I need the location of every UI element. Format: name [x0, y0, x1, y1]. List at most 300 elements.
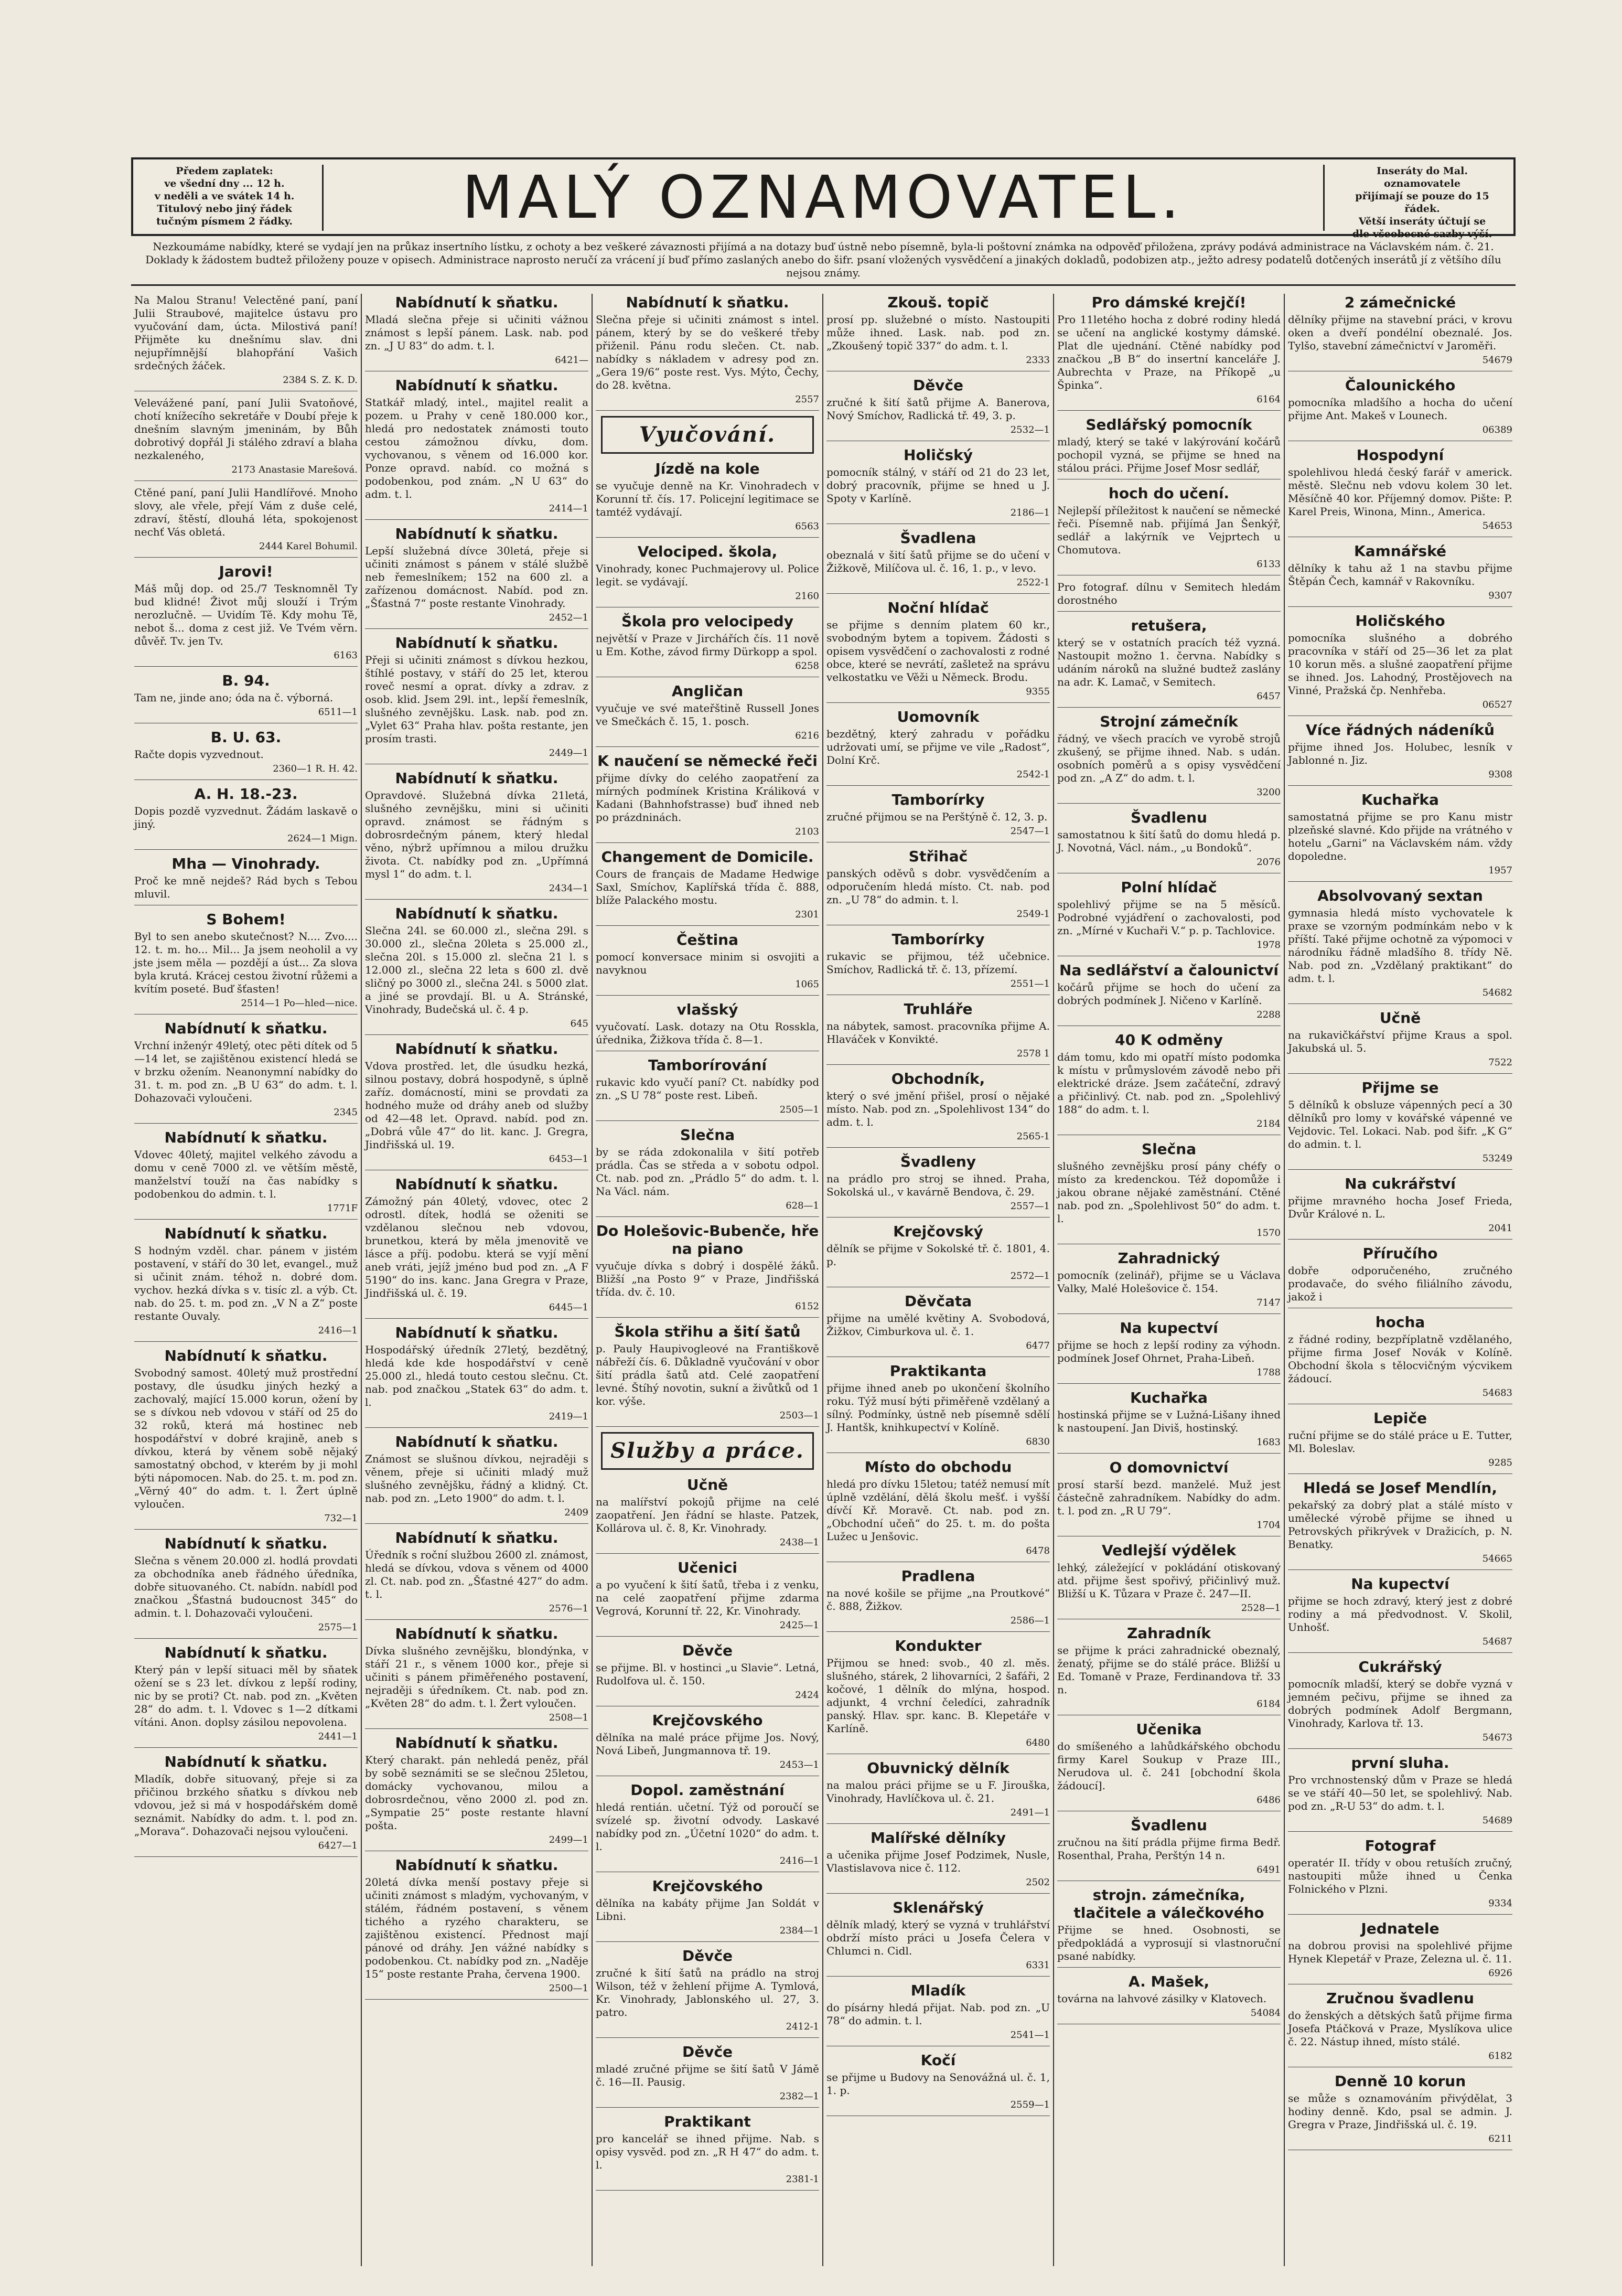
ad-heading: Učně	[686, 1476, 728, 1493]
ad-reference-number: 2419—1	[549, 1411, 588, 1422]
ad-reference-number: 2301	[795, 909, 819, 920]
classified-ad	[134, 911, 358, 1014]
ad-reference-number: 732—1	[324, 1513, 358, 1524]
ad-reference-number: 2522-1	[1016, 577, 1050, 588]
ad-text: Opravdové. Služebná dívka 21letá, slušného zevnějšku, mini si učiniti opravd. známost se řádným s dobrosrdečným pánem, který hledal věno, nýbrž upřímnou a milou družku života. Ct. nabídky pod zn. „Upřímná mysl 1“ do adm. t. l.	[365, 789, 588, 880]
ad-text: prosí starší bezd. manželé. Muž jest částečně zahradníkem. Nabídky do adm. t. l. pod zn. „R U 79“.	[1057, 1478, 1281, 1517]
section-banner: Služby a práce.	[601, 1432, 814, 1470]
ad-heading: Holičský	[903, 446, 973, 464]
administration-notice: Nezkoumáme nabídky, které se vydají jen na průkaz insertního lístku, z ochoty a bez veškeré závaznosti přijímá a na dotazy buď ústně nebo písemně, byla-li poštovní známka na odpověď přiložena, zprávy podává administrace na Václavském nám. č. 21. Doklady k žádostem budtež přiloženy pouze v opisech. Administrace naprosto neručí za vrácení jí buď přímo zaslaných anebo do šifr. psaní vložených vysvědčení a jinakých dokladů, podobizen atp., ježto adresy podatelů dotčených inserátů jí z většího dílu nejsou známy.	[131, 240, 1516, 286]
ad-text: Slečna 24l. se 60.000 zl., slečna 29l. s 30.000 zl., slečna 20leta s 25.000 zl., slečna 20l. s 15.000 zl. slečna 21 l. s 12.000 zl., slečna 22 leta s 600 zl. dvě sličný po 3000 zl., slečna 24l. s 5000 zlat. a jiné se provdají. Bl. u A. Stránské, Vinohrady, Budečská ul. č. 4 p.	[365, 924, 588, 1016]
ad-heading: Nabídnutí k sňatku.	[395, 294, 558, 311]
ad-text: Lepší služebná dívce 30letá, přeje si učiniti známost s pánem v stálé službě neb řemeslníkem; 152 na 600 zl. a zařízenou domácnost. Nabíd. pod zn. „Šťastná 7“ poste restante Vinohrady.	[365, 544, 588, 610]
classified-ad	[826, 791, 1050, 842]
ad-heading: Děvčata	[904, 1293, 972, 1310]
classified-ad	[134, 1535, 358, 1639]
ad-reference-number: 6486	[1256, 1795, 1281, 1806]
ad-text: na malířství pokojů přijme na celé zaopatření. Jen řádní se hlaste. Patzek, Kollárova ul. č. 8, Kr. Vinohrady.	[596, 1496, 819, 1534]
ad-text: Byl to sen anebo skutečnost? N.... Zvo.... 12. t. m. ho... Mil... Ja jsem neoholil a vy jste jsem měla — pozdějí a úst... Za slova byla krutá. Krácej cestou životní růžemi a kvítím poseté. Buď šťasten!	[134, 930, 358, 995]
ad-reference-number: 6453—1	[549, 1154, 588, 1165]
ad-reference-number: 2416—1	[779, 1855, 819, 1866]
ad-text: přijme ihned Jos. Holubec, lesník v Jablonné n. Jiz.	[1288, 741, 1512, 766]
ad-heading: A. Mašek,	[1128, 1973, 1210, 1990]
classified-ad	[826, 1153, 1050, 1218]
ad-reference-number: 2384 S. Z. K. D.	[283, 375, 358, 386]
classified-ad	[1288, 1313, 1512, 1404]
ad-heading: Místo do obchodu	[864, 1458, 1012, 1476]
ad-text: Vdovec 40letý, majitel velkého závodu a domu v ceně 7000 zl. ve větším městě, manželství touží na čas nabídky s podobenkou do admin. t. l.	[134, 1148, 358, 1200]
classified-ad	[365, 1856, 588, 2000]
ad-text: panských oděvů s dobr. vysvědčením a odporučením hledá místo. Ct. nab. pod zn. „U 78“ do admin. t. l.	[826, 867, 1050, 906]
ad-heading: Angličan	[671, 682, 744, 700]
ad-heading: Škola pro velocipedy	[621, 613, 793, 630]
ad-text: Račte dopis vyzvednout.	[134, 748, 264, 761]
ad-heading: Na kupectví	[1351, 1575, 1449, 1593]
ad-text: na prádlo pro stroj se ihned. Praha, Sokolská ul., v kavárně Bendova, č. 29.	[826, 1172, 1050, 1198]
ad-reference-number: 2502	[1026, 1877, 1050, 1888]
ad-heading: Děvče	[682, 1642, 733, 1659]
ad-heading: O domovnictví	[1109, 1459, 1229, 1476]
ad-text: kočárů přijme se hoch do učení za dobrých podmínek J. Ničeno v Karlíně.	[1057, 981, 1281, 1007]
ad-reference-number: 6477	[1026, 1340, 1050, 1351]
ad-heading: první sluha.	[1351, 1754, 1449, 1771]
ad-heading: Zručnou švadlenu	[1326, 1990, 1474, 2007]
classified-ad	[1288, 791, 1512, 882]
ad-reference-number: 2412-1	[786, 2021, 819, 2032]
classified-ad	[596, 752, 819, 843]
masthead	[131, 157, 1516, 240]
ad-text: Úředník s roční službou 2600 zl. známost, hledá se dívkou, vdova s věnem od 4000 zl. Ct. nab. pod zn. „Šťastné 427“ do adm. t. l.	[365, 1549, 588, 1600]
ad-heading: Fotograf	[1365, 1837, 1436, 1854]
ad-text: spolehlivý přijme se na 5 měsíců. Podrobné vyjádření o zachovalosti, pod zn. „Mírné v Kuchaři V.“ p. p. Tachlovice.	[1057, 898, 1281, 937]
ad-heading: Škola střihu a šití šatů	[614, 1323, 801, 1340]
ad-text: Přeji si učiniti známost s dívkou hezkou, štíhlé postavy, v stáří do 25 let, kterou roveč nesmí a oprat. dívky a zdrav. z osob. klid. Jsem 29l. int., lepší řemeslník, slušného zevnějšku. Lask. nab. pod zn. „Vylet 63“ Praha hlav. pošta restante, jen prosím trasti.	[365, 654, 588, 745]
ad-text: dělník se přijme v Sokolské tř. č. 1801, 4. p.	[826, 1242, 1050, 1268]
ad-text: přijme ihned aneb po ukončení školního roku. Týž musí býti přiměřeně vzdělaný a sílný. Podmínky, ústně neb písemně sdělí J. Hantšk, knihkupectví v Kolíně.	[826, 1382, 1050, 1434]
classified-ad	[1057, 1250, 1281, 1314]
ad-text: pomocí konversace minim si osvojiti a navyknou	[596, 951, 819, 976]
ad-reference-number: 1704	[1256, 1520, 1281, 1531]
classified-ad	[134, 486, 358, 558]
ad-heading: Zkouš. topič	[887, 294, 989, 311]
ad-text: rukavic se přijmou, též učebnice. Smíchov, Radlická tř. č. 13, přízemí.	[826, 950, 1050, 976]
ad-text: Zámožný pán 40letý, vdovec, otec 2 odrostl. dítek, hodlá se oženiti se vzdělanou slečnou neb vdovou, brunetkou, která by měla jmenovitě ve lásce a příj. podobu. která se vyjí mění aneb vráti, jejíž jméno bud pod zn. „A F 5190“ do ins. kanc. Jana Gregra v Praze, Jindřišská ul. č. 19.	[365, 1195, 588, 1299]
ad-heading: Kuchařka	[1361, 791, 1439, 808]
ad-reference-number: 54084	[1250, 2007, 1281, 2019]
ad-reference-number: 1978	[1256, 939, 1281, 951]
ad-heading: Nabídnutí k sňatku.	[164, 1129, 328, 1146]
ad-reference-number: 9308	[1488, 769, 1512, 780]
ad-reference-number: 6331	[1026, 1960, 1050, 1971]
ad-reference-number: 54683	[1482, 1387, 1512, 1398]
ad-reference-number: 9285	[1488, 1457, 1512, 1468]
ad-heading: Zahradník	[1126, 1625, 1211, 1642]
ad-text: ruční přijme se do stálé práce u E. Tutter, Ml. Boleslav.	[1288, 1429, 1512, 1455]
ad-reference-number: 3200	[1256, 787, 1281, 798]
ad-reference-number: 2441—1	[318, 1731, 358, 1742]
ad-reference-number: 2576—1	[549, 1603, 588, 1614]
ad-text: pomocník mladší, který se dobře vyzná v jemném pečivu, přijme se ihned za dobrých podmínek Adolf Bergmann, Vinohrady, Karlova tř. 13.	[1288, 1678, 1512, 1729]
ad-text: se přijme k práci zahradnické obeznalý, ženatý, přijme se do stálé práce. Bližší u Ed. Tomaně v Praze, Ferdinandova tř. 33 n.	[1057, 1644, 1281, 1696]
ad-reference-number: 6830	[1026, 1436, 1050, 1447]
ad-heading: Švadlenu	[1131, 1817, 1207, 1834]
ad-heading: Lepiče	[1373, 1409, 1427, 1427]
ad-text: 20letá dívka menší postavy přeje si učiniti známost s mladým, vychovaným, v stálém, řádném postavení, s věnem tichého a ryzého charakteru, se zajištěnou existencí. Přednost mají pánové od dráhy. Jen vážné nabídky s podobenkou. Ct. nabídky pod zn. „Naděje 15“ poste restante Praha, červena 1900.	[365, 1876, 588, 1980]
ad-reference-number: 6480	[1026, 1737, 1050, 1748]
ad-heading: Strojní zámečník	[1100, 713, 1238, 730]
ad-reference-number: 2578 1	[1017, 1048, 1050, 1059]
ad-column	[593, 294, 823, 2266]
ad-heading: Jednatele	[1361, 1920, 1440, 1937]
ad-text: bezdětný, který zahradu v pořádku udržovati umí, se přijme ve vile „Radost“, Dolní Krč.	[826, 728, 1050, 766]
ad-heading: Tamborírky	[891, 791, 985, 808]
ad-heading: Švadleny	[900, 1153, 976, 1170]
ad-reference-number: 2575—1	[318, 1622, 358, 1633]
classified-ad	[365, 770, 588, 900]
ad-reference-number: 1065	[795, 979, 819, 990]
ad-heading: Děvče	[682, 1947, 733, 1964]
ad-reference-number: 2384—1	[779, 1925, 819, 1936]
ad-reference-number: 2444 Karel Bohumil.	[259, 541, 358, 552]
ad-heading: Hospodyní	[1356, 446, 1444, 464]
ad-heading: Nabídnutí k sňatku.	[395, 1529, 558, 1546]
ad-text: Nejlepší příležitost k naučení se německé řeči. Písemně nab. přijímá Jan Šenkýř, sedlář a lakýrník ve Vejprtech u Chomutova.	[1057, 504, 1281, 556]
ad-text: se přijme u Budovy na Senovážná ul. č. 1, 1. p.	[826, 2071, 1050, 2097]
ad-heading: vlašský	[676, 1001, 738, 1018]
ad-reference-number: 2453—1	[779, 1759, 819, 1770]
classified-ad	[826, 1293, 1050, 1357]
ad-reference-number: 54682	[1482, 987, 1512, 998]
ad-reference-number: 1683	[1256, 1437, 1281, 1448]
ad-reference-number: 9307	[1488, 590, 1512, 601]
ad-text: na rukavičkářství přijme Kraus a spol. Jakubská ul. 5.	[1288, 1029, 1512, 1054]
ad-text: samostatná přijme se pro Kanu mistr plzeňské slavné. Kdo přijde na vrátného v hotelu „Garni“ na Václavském nám. vždy dopoledne.	[1288, 810, 1512, 862]
ad-text: na malou práci přijme se u F. Jirouška, Vinohrady, Havlíčkova ul. č. 21.	[826, 1779, 1050, 1804]
ad-reference-number: 9334	[1488, 1898, 1512, 1909]
classified-ad	[1288, 1754, 1512, 1832]
ad-text: rukavic kdo vyučí paní? Ct. nabídky pod zn. „S U 78“ poste rest. Libeň.	[596, 1076, 819, 1102]
ad-text: p. Pauly Haupivogleové na Františkově nábřeží čís. 6. Důkladně vyučování v obor šití prádla šatů atd. Celé zaopatření levné. Štíhý novotin, sukní a živůtků od 1 kor. výše.	[596, 1342, 819, 1407]
ad-heading: Noční hlídač	[887, 599, 989, 616]
classified-ad	[1057, 1817, 1281, 1881]
ad-text: Máš můj dop. od 25./7 Tesknomněl Ty bud klidné! Život můj slouží i Trým nerozlučně. — Uvidím Tě. Kdy mohu Tě, nebot š... doma z cest již. Ve Tvém věrn. důvěř. Tv. jen Tv.	[134, 582, 358, 647]
ad-reference-number: 54687	[1482, 1636, 1512, 1647]
classified-ad	[134, 1225, 358, 1342]
ad-heading: Nabídnutí k sňatku.	[395, 1040, 558, 1058]
ad-reference-number: 2499—1	[549, 1834, 588, 1845]
classified-ad	[1057, 879, 1281, 956]
ad-text: zručné přijmou se na Perštýně č. 12, 3. p.	[826, 810, 1048, 823]
ad-reference-number: 2041	[1488, 1223, 1512, 1234]
classified-ad	[826, 1567, 1050, 1632]
ad-heading: Na kupectví	[1120, 1319, 1218, 1337]
classified-ad	[1057, 1721, 1281, 1811]
classified-ad	[1288, 294, 1512, 371]
ad-heading: Tamborírování	[648, 1056, 767, 1074]
ad-text: přijme mravného hocha Josef Frieda, Dvůr Králové n. L.	[1288, 1194, 1512, 1220]
classified-ad	[365, 294, 588, 371]
ad-text: dělník mladý, který se vyzná v truhlářství obdrží místo práci u Josefa Čelera v Chlumci n. Cidl.	[826, 1918, 1050, 1957]
ad-text: Mladík, dobře situovaný, přeje si za přičinou brzkého sňatku s dívkou neb vdovou, jež si má v hospodářském domě seznámit. Nabídky do adm. t. l. pod zn. „Morava“. Dohazovači nejsou vyloučeni.	[134, 1772, 358, 1838]
ad-heading: Hledá se Josef Mendlín,	[1303, 1479, 1497, 1497]
ad-reference-number: 2345	[334, 1107, 358, 1118]
ad-text: vyučuje dívka s dobrý i dospělé žáků. Bližší „na Posto 9“ v Praze, Jindřišská třída. dv. č. 10.	[596, 1259, 819, 1298]
classified-ad	[134, 855, 358, 905]
ad-reference-number: 2184	[1256, 1118, 1281, 1129]
classified-ad	[596, 1781, 819, 1872]
ad-heading: Slečna	[1141, 1140, 1197, 1158]
classified-ad	[826, 848, 1050, 925]
classified-ad	[596, 1323, 819, 1427]
ad-text: Statkář mladý, intel., majitel realit a pozem. u Prahy v ceně 180.000 kor., hledá pro nedostatek známosti touto cestou zámožnou dívku, dom. vychovanou, s věnem od 16.000 kor. Ponze opravd. nabíd. co možná s podobenkou, pod znám. „N U 63“ do adm. t. l.	[365, 396, 588, 500]
ad-reference-number: 2565-1	[1016, 1131, 1050, 1142]
classified-ad	[1057, 617, 1281, 708]
classified-ad	[365, 1040, 588, 1170]
classified-ad	[365, 905, 588, 1035]
classified-ad	[1057, 962, 1281, 1026]
ad-heading: Nabídnutí k sňatku.	[395, 525, 558, 542]
ad-heading: Nabídnutí k sňatku.	[395, 1734, 558, 1752]
classified-ad	[1288, 1575, 1512, 1653]
ad-heading: Nabídnutí k sňatku.	[164, 1644, 328, 1661]
ad-heading: Pradlena	[901, 1567, 975, 1585]
ad-reference-number: 2542-1	[1016, 769, 1050, 780]
ad-heading: Denně 10 korun	[1334, 2073, 1466, 2090]
classified-ad	[596, 1001, 819, 1051]
classified-ad	[1057, 581, 1281, 612]
ad-reference-number: 2438—1	[779, 1537, 819, 1548]
ad-heading: Krejčovského	[652, 1877, 763, 1895]
ad-reference-number: 1957	[1488, 865, 1512, 876]
ad-text: Pro 11letého hocha z dobré rodiny hledá se učení na anglické kostymy dámské. Plat dle ujednání. Ctěné nabídky pod značkou „B B“ do insertní kanceláře J. Aubrechta v Praze, na Příkopě „u Špinka“.	[1057, 313, 1281, 391]
ad-text: Hospodářský úředník 27letý, bezdětný, hledá kde kde hospodářství v ceně 25.000 zl., hledá touto cestou slečnu. Ct. nab. pod značkou „Statek 63“ do adm. t. l.	[365, 1343, 588, 1408]
ad-text: hledá pro dívku 15letou; tatéž nemusí mít úplně vzdělání, dělá školu mešť. i vyšší dívčí Kř. Moravě. Ct. nab. pod zn. „Obchodní učeň“ do 25. t. m. do pošta Lužec u Jenšovic.	[826, 1478, 1050, 1543]
classified-ad	[596, 460, 819, 538]
ad-text: spolehlivou hledá český farář v americk. městě. Slečnu neb vdovu kolem 30 let. Měsíčně 40 kor. Příjemný domov. Pište: P. Karel Preis, Winona, Minn., America.	[1288, 466, 1512, 518]
ad-heading: Praktikanta	[889, 1362, 987, 1380]
ad-heading: Uomovník	[897, 708, 980, 725]
classified-ad	[365, 377, 588, 520]
ad-heading: Zahradnický	[1118, 1250, 1220, 1267]
ad-text: továrna na lahvové zásilky v Klatovech.	[1057, 1992, 1267, 2005]
ad-heading: Obchodník,	[891, 1070, 985, 1087]
ad-text: Který charakt. pán nehledá peněz, přál by sobě seznámiti se se slečnou 25letou, domácky vychovanou, milou a dobrosrdečnou, věno 2000 zl. pod zn. „Sympatie 25“ poste restante hlavní pošta.	[365, 1754, 588, 1832]
classified-ad	[1288, 612, 1512, 716]
ad-text: dobře odporučeného, zručného prodavače, do svého filiálního závodu, jakož i	[1288, 1264, 1512, 1303]
masthead-pricing	[141, 165, 308, 228]
ad-reference-number: 6457	[1256, 691, 1281, 702]
ad-reference-number: 2624—1 Mign.	[287, 833, 358, 844]
ad-heading: Čalounického	[1345, 377, 1456, 394]
ad-heading: Čeština	[676, 931, 738, 948]
masthead-right-line: Inseráty do Mal. oznamovatele	[1377, 165, 1468, 189]
classified-ad	[1057, 713, 1281, 804]
ad-heading: Cukrářský	[1358, 1658, 1442, 1675]
classified-ad	[365, 634, 588, 764]
ad-text: Dopis pozdě vyzvednut. Žádám laskavě o jiný.	[134, 805, 358, 830]
classified-ad	[1288, 887, 1512, 1004]
classified-ad	[134, 1753, 358, 1857]
classified-ad	[134, 1644, 358, 1748]
ad-heading: Absolvovaný sextan	[1317, 887, 1483, 904]
ad-text: mladý, který se také v lakýrování kočárů pochopil vyzná, se přijme se hned na stálou práci. Přijme Josef Mosr sedlář,	[1057, 435, 1281, 474]
classified-ad	[596, 613, 819, 677]
ad-heading: Mladík	[910, 1982, 966, 1999]
ad-reference-number: 2508—1	[549, 1712, 588, 1723]
ad-reference-number: 6427—1	[318, 1840, 358, 1851]
classified-ad	[1057, 1459, 1281, 1536]
ad-text: Vinohrady, konec Puchmajerovy ul. Police legit. se vydávají.	[596, 562, 819, 588]
ad-text: do smíšeného a lahůdkářského obchodu firmy Karel Soukup v Praze III., Nerudova ul. č. 241 [obchodní škola žádoucí].	[1057, 1740, 1281, 1792]
classified-ad	[134, 563, 358, 667]
ad-heading: Nabídnutí k sňatku.	[626, 294, 789, 311]
ad-heading: A. H. 18.-23.	[194, 785, 298, 803]
classified-ad	[1288, 1009, 1512, 1074]
ad-reference-number: 6133	[1256, 559, 1281, 570]
classified-ad	[1057, 1973, 1281, 2024]
ad-reference-number: 2186—1	[1010, 507, 1050, 518]
ad-reference-number: 54653	[1482, 520, 1512, 531]
ad-text: mladé zručné přijme se šití šatů V Jámě č. 16—II. Pausig.	[596, 2063, 819, 2088]
section-banner: Vyučování.	[601, 416, 814, 454]
page-title: MALÝ OZNAMOVATEL.	[322, 165, 1325, 231]
ad-reference-number: 6184	[1256, 1699, 1281, 1710]
ad-text: pomocník stálný, v stáří od 21 do 23 let, dobrý pracovník, přijme se hned u J. Spoty v Karlíně.	[826, 466, 1050, 505]
ad-text: Na Malou Stranu! Velectěné paní, paní Julii Straubové, majitelce ústavu pro vyučování dam, úcta. Milostivá paní! Přijměte ku dnešnímu slav. dni nejupřímnější blahopřání Vašich srdečných žáček.	[134, 294, 358, 372]
ad-reference-number: 53249	[1482, 1153, 1512, 1164]
classified-ad	[826, 1982, 1050, 2046]
ad-reference-number: 6216	[795, 730, 819, 741]
ad-heading: Učně	[1379, 1009, 1421, 1027]
ad-reference-number: 6152	[795, 1301, 819, 1312]
classified-ad	[1057, 1140, 1281, 1244]
ad-column	[1285, 294, 1516, 2266]
classified-ad	[596, 2043, 819, 2108]
ad-text: gymnasia hledá místo vychovatele k praxe se vzorným podmínkám nebo v k příští. Také přijme ochotně za výpomoci v národníku řádně mladšího 8. třídy Ně. Nab. pod zn. „Vzdělaný praktikant“ do adm. t. l.	[1288, 906, 1512, 985]
ad-text: přijme dívky do celého zaopatření za mírných podmínek Kristina Králiková v Kadani (Bahnhofstrasse) buď ihned neb po prázdninách.	[596, 772, 819, 824]
ad-text: dělníky přijme na stavební práci, v krovu oken a dveří pondélní obeznalé. Jos. Tylšo, stavební zámečnictví v Jaroměři.	[1288, 313, 1512, 352]
ad-text: pomocník (zelinář), přijme se u Václava Valky, Malé Holešovice č. 154.	[1057, 1269, 1281, 1295]
ad-reference-number: 2503—1	[779, 1410, 819, 1421]
ad-text: který se v ostatních pracích též vyzná. Nastoupit možno 1. června. Nabídky s udáním nároků na služné budtež zaslány na adr. K. Lamač, v Semitech.	[1057, 636, 1281, 688]
ad-heading: Do Holešovic-Bubenče, hře na piano	[596, 1222, 819, 1257]
ad-text: Svobodný samost. 40letý muž prostřední postavy, dle úsudku jiných hezký a zachovalý, mající 15.000 korun, ožení by se s dívkou neb vdovou v stáří od 25 do 32 roků, která má hostinec neb hospodářství v dobré krajině, aneb s dívkou, která by věnem sobě nějaký samostatný obchod, v kterém by ji mohl býti nápomocen. Nab. do 25. t. m. pod zn. „Věrný 40“ do adm. t. l. Žert úplně vyloučen.	[134, 1366, 358, 1510]
classified-ad	[1288, 1175, 1512, 1240]
ad-reference-number: 2491—1	[1010, 1807, 1050, 1818]
ad-text: Pro fotograf. dílnu v Semitech hledám dorostného	[1057, 581, 1281, 606]
ad-text: se přijme s denním platem 60 kr., svobodným bytem a topivem. Žádosti s opisem vysvědčení o zachovalosti z rodné obce, které se nevrátí, zašletež na správu velkostatku ve Věži u Německ. Brodu.	[826, 618, 1050, 684]
ad-text: z řádné rodiny, bezpříplatně vzdělaného, přijme firma Josef Novák v Kolíně. Obchodní škola s tělocvičným výcvikem žádoucí.	[1288, 1333, 1512, 1385]
ad-reference-number: 2382—1	[779, 2091, 819, 2102]
classified-ad	[596, 1476, 819, 1554]
masthead-left-line: Předem zaplatek:	[176, 165, 273, 177]
classified-ad	[826, 2052, 1050, 2116]
ad-reference-number: 2076	[1256, 857, 1281, 868]
classified-ad	[1057, 416, 1281, 479]
ad-reference-number: 06389	[1482, 424, 1512, 435]
ad-heading: Praktikant	[664, 2113, 751, 2130]
classified-ad	[596, 1947, 819, 2038]
classified-ad	[596, 1559, 819, 1637]
ad-reference-number: 2449—1	[549, 747, 588, 759]
classified-ad	[1288, 721, 1512, 786]
ad-text: Slečna přeje si učiniti známost s intel. pánem, který by se do veškeré třeby přiženil. Pánu rodu slečen. Ct. nab. nabídky s nákladem v adresy pod zn. „Gera 19/6“ poste rest. Vys. Mýto, Čechy, do 28. května.	[596, 313, 819, 391]
masthead-left-line: v neděli a ve svátek 14 h.	[154, 190, 295, 202]
ad-text: Vdova prostřed. let, dle úsudku hezká, silnou postavy, dobrá hospodyně, s úplně zaříz. domácností, mini se provdati za hodného muže od dráhy aneb od služby od 42—48 let. Opravd. nabíd. pod zn. „Dobrá vůle 47“ do lit. kanc. J. Gregra, Jindřišská ul. 19.	[365, 1060, 588, 1151]
ad-text: Známost se slušnou dívkou, nejraději s věnem, přeje si učiniti mladý muž slušného zevnějšku, řádný a klidný. Ct. nab. pod zn. „Leto 1900“ do adm. t. l.	[365, 1453, 588, 1504]
ad-text: dělníky k tahu až 1 na stavbu přijme Štěpán Čech, kamnář v Rakovníku.	[1288, 562, 1512, 588]
classified-ad	[1057, 294, 1281, 411]
ad-text: zručné k šití šatů přijme A. Banerova, Nový Smíchov, Radlická tř. 49, 3. p.	[826, 396, 1050, 422]
ad-heading: Mha — Vinohrady.	[171, 855, 320, 872]
ad-reference-number: 6491	[1256, 1864, 1281, 1875]
ad-text: zručnou na šití prádla přijme firma Bedř. Rosenthal, Praha, Perštýn 14 n.	[1057, 1836, 1281, 1862]
classified-ad	[1288, 1079, 1512, 1170]
ad-text: pro kancelář se ihned přijme. Nab. s opisy vysvěd. pod zn. „R H 47“ do adm. t. l.	[596, 2132, 819, 2171]
classified-ad	[1057, 485, 1281, 575]
ad-reference-number: 6211	[1488, 2133, 1512, 2144]
ad-text: se vyučuje denně na Kr. Vinohradech v Korunní tř. čís. 17. Policejní legitimace se tamtéž vydávají.	[596, 479, 819, 518]
ad-text: a po vyučení k šití šatů, třeba i z venku, na celé zaopatření přijme zdarma Vegrová, Korunní tř. 22, Kr. Vinohrady.	[596, 1578, 819, 1617]
ad-text: největší v Praze v Jirchářích čís. 11 nově u Em. Kothe, závod firmy Dürkopp a spol.	[596, 632, 819, 658]
ad-text: řádný, ve všech pracích ve vyrobě strojů zkušený, se přijme ihned. Nab. s udán. osobních poměrů a s opisy vysvědčení pod zn. „A Z“ do adm. t. l.	[1057, 732, 1281, 784]
newspaper-page	[131, 157, 1516, 2271]
ad-heading: Na cukrářství	[1345, 1175, 1456, 1192]
ad-text: samostatnou k šití šatů do domu hledá p. J. Novotná, Václ. nám., „u Bondoků“.	[1057, 828, 1281, 854]
classified-ad	[1288, 1409, 1512, 1474]
ad-heading: strojn. zámečníka, tlačitele a válečkového	[1073, 1886, 1264, 1921]
ad-heading: Děvče	[682, 2043, 733, 2060]
ad-text: prosí pp. služebné o místo. Nastoupiti může ihned. Lask. nab. pod zn. „Zkoušený topič 337“ do adm. t. l.	[826, 313, 1050, 352]
ad-heading: Na sedlářství a čalounictví	[1059, 962, 1279, 979]
ad-text: a učenika přijme Josef Podzimek, Nusle, Vlastislavova nice č. 112.	[826, 1849, 1050, 1874]
ad-heading: Truhláře	[904, 1000, 973, 1018]
ad-reference-number: 6478	[1026, 1545, 1050, 1556]
ad-heading: Sklenářský	[893, 1899, 984, 1916]
ad-reference-number: 6511—1	[318, 707, 358, 718]
ad-heading: Kondukter	[895, 1637, 982, 1654]
masthead-right-line: Větší inseráty účtují se	[1358, 216, 1486, 227]
classified-ad	[365, 525, 588, 629]
classified-ad	[1057, 1542, 1281, 1619]
ad-text: Slečna s věnem 20.000 zl. hodlá provdati za obchodníka aneb řádného úředníka, dobře situovaného. Ct. nabídn. nabídl pod značkou „Šťastná budoucnost 345“ do admin. t. l. Dohazovači vyloučeni.	[134, 1554, 358, 1619]
ad-text: obeznalá v šití šatů přijme se do učení v Žižkově, Milíčova ul. č. 16, 1. p., v levo.	[826, 549, 1050, 574]
ad-column	[823, 294, 1054, 2266]
classified-ad	[1288, 1479, 1512, 1570]
classified-ad	[826, 1458, 1050, 1562]
ad-heading: Nabídnutí k sňatku.	[395, 377, 558, 394]
ad-reference-number: 1788	[1256, 1367, 1281, 1378]
ad-reference-number: 6445—1	[549, 1302, 588, 1313]
ad-heading: B. U. 63.	[210, 729, 282, 746]
ad-heading: hocha	[1375, 1313, 1425, 1331]
ad-reference-number: 2416—1	[318, 1325, 358, 1336]
ad-reference-number: 06527	[1482, 699, 1512, 710]
ad-reference-number: 645	[570, 1018, 588, 1029]
ad-heading: Nabídnutí k sňatku.	[164, 1347, 328, 1364]
ad-heading: Nabídnutí k sňatku.	[164, 1020, 328, 1037]
ad-reference-number: 6163	[334, 650, 358, 661]
ad-heading: Velociped. škola,	[637, 543, 778, 560]
ad-heading: B. 94.	[222, 672, 270, 689]
ad-reference-number: 628—1	[786, 1200, 819, 1211]
classified-ad	[1288, 1990, 1512, 2067]
ad-text: dělníka na kabáty přijme Jan Soldát v Libni.	[596, 1897, 819, 1923]
classified-ad	[826, 1829, 1050, 1894]
classified-ad	[826, 529, 1050, 594]
classified-ad	[1288, 1245, 1512, 1308]
ad-reference-number: 2288	[1256, 1009, 1281, 1020]
